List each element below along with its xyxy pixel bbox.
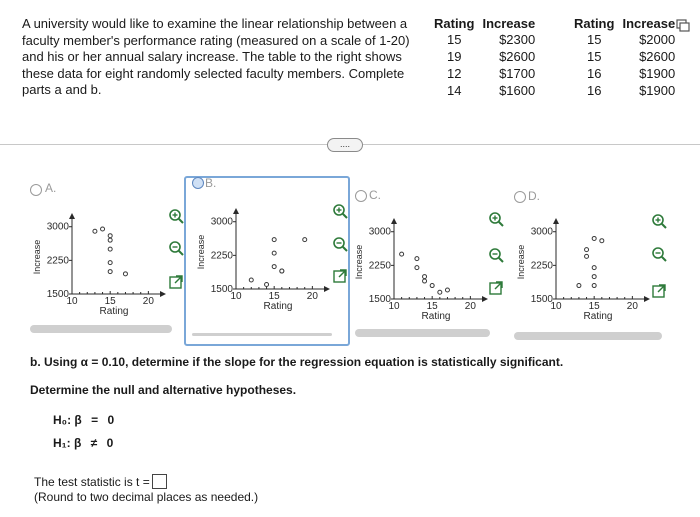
x-tick-label: 15 <box>104 296 116 307</box>
table-row <box>570 65 679 82</box>
table-row <box>430 82 539 99</box>
x-tick-label: 10 <box>230 291 242 302</box>
more-button[interactable]: .... <box>327 138 363 152</box>
scatter-point <box>272 238 276 242</box>
scatter-point <box>108 261 112 265</box>
x-axis-label: Rating <box>583 311 613 322</box>
option-a-label: A. <box>45 181 57 195</box>
scatter-point <box>592 236 596 240</box>
option-d-radio[interactable] <box>514 191 526 203</box>
popout-icon[interactable] <box>168 274 184 290</box>
y-axis-label: Increase <box>354 244 364 280</box>
y-tick-label: 1500 <box>210 284 233 295</box>
horizontal-scrollbar[interactable] <box>514 332 662 340</box>
y-tick-label: 1500 <box>368 294 391 305</box>
rating-cell: 16 <box>586 83 602 98</box>
x-tick-label: 20 <box>464 301 476 312</box>
y-tick-label: 2250 <box>210 250 233 262</box>
y-axis-label: Increase <box>516 244 526 280</box>
null-hypothesis <box>53 413 114 427</box>
h1-value-field[interactable]: 0 <box>106 436 114 450</box>
zoom-in-icon[interactable] <box>488 211 504 227</box>
scatter-point <box>592 284 596 288</box>
x-tick-label: 10 <box>66 296 78 307</box>
increase-cell: $1700 <box>499 66 536 81</box>
column-header-rating: Rating <box>574 16 615 31</box>
option-a-radio[interactable] <box>30 184 42 196</box>
y-axis-arrow <box>233 208 239 214</box>
x-axis-label: Rating <box>263 301 293 312</box>
scatterplot-option-c <box>350 215 490 333</box>
scatter-point <box>415 266 419 270</box>
scatter-point <box>108 270 112 274</box>
zoom-out-icon[interactable] <box>332 236 348 252</box>
h0-sign-select[interactable]: = <box>91 413 99 427</box>
y-tick-label: 3000 <box>368 226 391 238</box>
x-tick-label: 10 <box>550 301 562 312</box>
column-header-increase: Increase <box>482 16 536 31</box>
scatter-point <box>438 290 442 294</box>
scatter-point <box>272 251 276 255</box>
copy-icon[interactable] <box>676 19 690 32</box>
rating-cell: 12 <box>446 66 462 81</box>
y-axis-arrow <box>391 218 397 224</box>
zoom-in-icon[interactable] <box>651 213 667 229</box>
x-tick-label: 15 <box>268 291 280 302</box>
option-c-radio[interactable] <box>355 190 367 202</box>
scatter-point <box>249 278 253 282</box>
x-axis-arrow <box>644 296 650 302</box>
scatter-point <box>445 288 449 292</box>
y-tick-label: 2250 <box>46 255 69 267</box>
scatter-point <box>592 266 596 270</box>
increase-cell: $2300 <box>499 32 536 47</box>
table-row <box>570 31 679 48</box>
scatter-point <box>108 238 112 242</box>
y-tick-label: 2250 <box>368 260 391 272</box>
scatter-point <box>123 272 127 276</box>
rounding-note: (Round to two decimal places as needed.) <box>34 490 259 504</box>
y-tick-label: 1500 <box>530 294 553 305</box>
x-tick-label: 20 <box>142 296 154 307</box>
option-b-label: B. <box>205 176 217 190</box>
scatter-point <box>265 283 269 287</box>
horizontal-scrollbar[interactable] <box>355 329 490 337</box>
table-row <box>430 65 539 82</box>
test-statistic-input[interactable] <box>152 474 167 489</box>
increase-cell: $1900 <box>639 66 676 81</box>
x-axis-arrow <box>482 296 488 302</box>
y-axis-arrow <box>69 213 75 219</box>
scatter-point <box>423 275 427 279</box>
y-tick-label: 3000 <box>530 226 553 238</box>
part-b-prompt: b. Using α = 0.10, determine if the slope for the regression equation is statistically significant. <box>30 355 564 369</box>
y-tick-label: 1500 <box>46 289 69 300</box>
scatter-point <box>93 229 97 233</box>
h0-label: H₀: β <box>53 413 82 427</box>
increase-cell: $1900 <box>639 83 676 98</box>
popout-icon[interactable] <box>488 280 504 296</box>
rating-cell: 15 <box>586 49 602 64</box>
scatter-point <box>423 279 427 283</box>
scatter-point <box>280 269 284 273</box>
alternative-hypothesis <box>53 436 113 450</box>
scatter-point <box>415 257 419 261</box>
scatter-point <box>600 239 604 243</box>
data-table-left <box>430 16 539 99</box>
increase-cell: $1600 <box>499 83 536 98</box>
horizontal-scrollbar[interactable] <box>192 333 332 336</box>
y-axis-arrow <box>553 218 559 224</box>
scatter-point <box>272 265 276 269</box>
scatter-point <box>592 275 596 279</box>
h1-label: H₁: β <box>53 436 82 450</box>
x-axis-label: Rating <box>99 306 129 317</box>
zoom-out-icon[interactable] <box>168 240 184 256</box>
rating-cell: 16 <box>586 66 602 81</box>
table-row <box>430 48 539 65</box>
popout-icon[interactable] <box>651 283 667 299</box>
zoom-in-icon[interactable] <box>168 208 184 224</box>
scatter-point <box>585 254 589 258</box>
scatter-point <box>101 227 105 231</box>
rating-cell: 15 <box>446 32 462 47</box>
scatter-point <box>577 284 581 288</box>
x-tick-label: 10 <box>388 301 400 312</box>
scatter-point <box>108 247 112 251</box>
h1-sign-select[interactable]: ≠ <box>90 436 98 450</box>
option-b-radio[interactable] <box>192 177 204 189</box>
h0-value-field[interactable]: 0 <box>107 413 115 427</box>
horizontal-scrollbar[interactable] <box>30 325 172 333</box>
increase-cell: $2600 <box>639 49 676 64</box>
scatter-point <box>400 252 404 256</box>
x-tick-label: 15 <box>426 301 438 312</box>
scatterplot-option-d <box>512 215 652 333</box>
option-c-label: C. <box>369 188 381 202</box>
scatterplot-option-a <box>28 210 168 328</box>
increase-cell: $2600 <box>499 49 536 64</box>
rating-cell: 14 <box>446 83 462 98</box>
x-tick-label: 20 <box>626 301 638 312</box>
option-d-label: D. <box>528 189 540 203</box>
scatter-point <box>585 248 589 252</box>
table-row <box>570 82 679 99</box>
y-tick-label: 3000 <box>210 216 233 228</box>
zoom-in-icon[interactable] <box>332 203 348 219</box>
zoom-out-icon[interactable] <box>488 247 504 263</box>
column-header-rating: Rating <box>434 16 475 31</box>
table-row <box>570 48 679 65</box>
x-tick-label: 20 <box>306 291 318 302</box>
scatter-point <box>430 284 434 288</box>
test-statistic-line <box>34 474 167 489</box>
scatter-point <box>108 234 112 238</box>
x-tick-label: 15 <box>588 301 600 312</box>
problem-statement: A university would like to examine the linear relationship between a faculty member's performance rating (measured on a scale of 1-20) and his or her annual salary increase. The table to the right shows these data for eight randomly selected faculty members. Complete parts a and b. <box>22 16 410 97</box>
zoom-out-icon[interactable] <box>651 246 667 262</box>
hypotheses-instruction: Determine the null and alternative hypotheses. <box>30 383 297 397</box>
popout-icon[interactable] <box>332 268 348 284</box>
table-row <box>430 31 539 48</box>
scatter-point <box>303 238 307 242</box>
x-axis-label: Rating <box>421 311 451 322</box>
rating-cell: 15 <box>586 32 602 47</box>
x-axis-arrow <box>324 286 330 292</box>
rating-cell: 19 <box>446 49 462 64</box>
increase-cell: $2000 <box>639 32 676 47</box>
x-axis-arrow <box>160 291 166 297</box>
y-tick-label: 3000 <box>46 221 69 233</box>
y-axis-label: Increase <box>32 239 42 275</box>
test-statistic-label: The test statistic is t = <box>34 475 150 489</box>
column-header-increase: Increase <box>622 16 676 31</box>
data-table-right <box>570 16 679 99</box>
y-axis-label: Increase <box>196 234 206 270</box>
scatterplot-option-b <box>192 205 332 323</box>
y-tick-label: 2250 <box>530 260 553 272</box>
